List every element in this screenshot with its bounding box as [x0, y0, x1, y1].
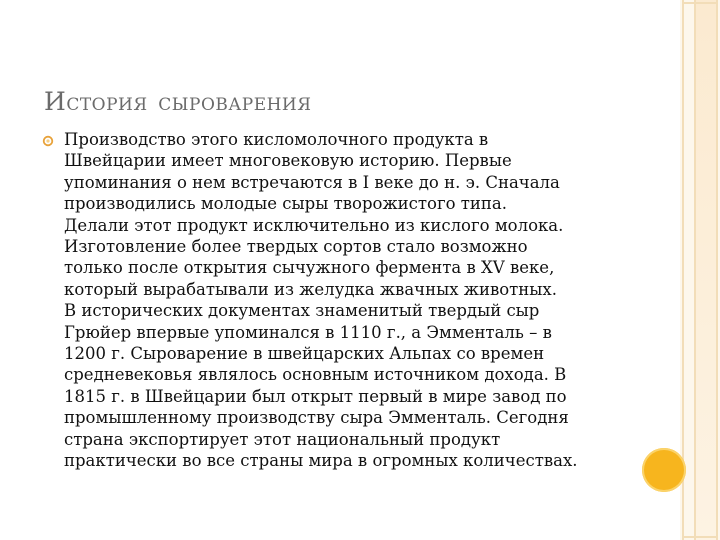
body-line: Изготовление более твердых сортов стало возможно: [64, 237, 528, 257]
frame-corner: [682, 2, 718, 4]
title-initial: И: [44, 87, 67, 116]
slide-title: [44, 80, 311, 118]
body-line: В исторических документах знаменитый твердый сыр: [64, 301, 540, 321]
title-word2-rest: ЫРОВАРЕНИЯ: [171, 95, 312, 115]
title-word2-initial: С: [158, 95, 172, 115]
frame-line: [716, 0, 718, 540]
frame-corner: [682, 536, 718, 538]
body-line: Швейцарии имеет многовековую историю. Первые: [64, 151, 512, 171]
decorative-frame-shade: [696, 0, 716, 540]
body-line: средневековья являлось основным источником дохода. В: [64, 365, 567, 385]
title-word1-rest: СТОРИЯ: [66, 95, 148, 115]
body-line: Грюйер впервые упоминался в 1110 г., а Эмменталь – в: [64, 322, 552, 342]
orange-circle-decoration: [642, 448, 686, 492]
body-line: 1200 г. Сыроварение в швейцарских Альпах со времен: [64, 344, 545, 364]
body-line: Производство этого кисломолочного продукта в: [64, 130, 489, 149]
body-line: практически во все страны мира в огромных количествах.: [64, 451, 578, 471]
frame-line: [694, 0, 696, 540]
bullet-icon: [42, 135, 54, 147]
body-line: страна экспортирует этот национальный продукт: [64, 429, 501, 449]
body-line: только после открытия сычужного фермента в XV веке,: [64, 258, 555, 278]
body-line: производились молодые сыры творожистого типа.: [64, 194, 507, 214]
body-line: промышленному производству сыра Эмменталь. Сегодня: [64, 408, 569, 428]
body-paragraph: [64, 129, 630, 472]
body-line: Делали этот продукт исключительно из кислого молока.: [64, 215, 564, 235]
body-line: упоминания о нем встречаются в I веке до н. э. Сначала: [64, 172, 560, 192]
body-line: который вырабатывали из желудка жвачных животных.: [64, 279, 557, 299]
body-line: 1815 г. в Швейцарии был открыт первый в мире завод по: [64, 386, 567, 406]
